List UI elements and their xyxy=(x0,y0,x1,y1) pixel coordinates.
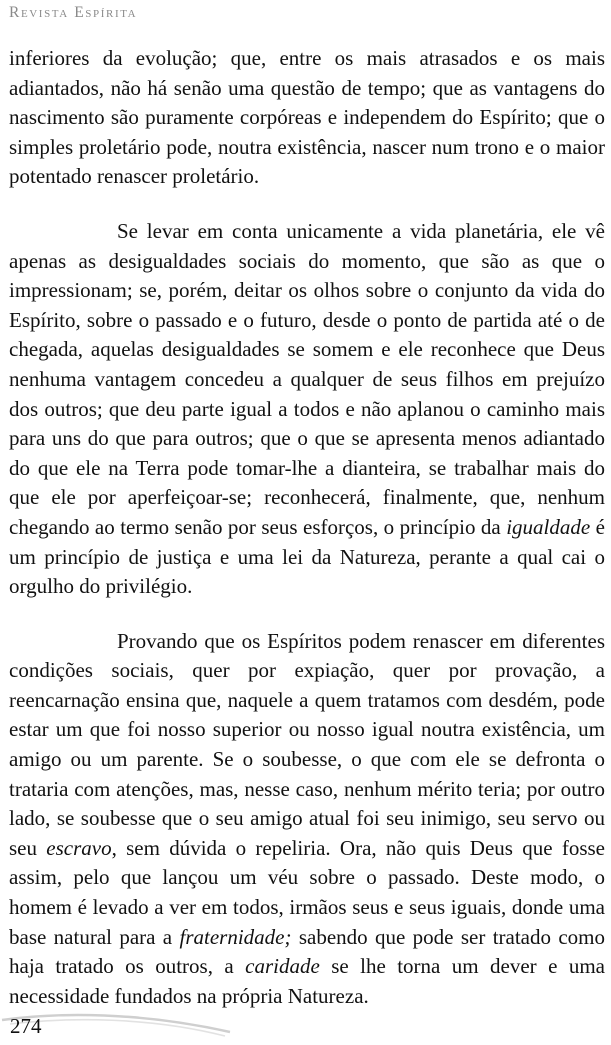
paragraph-3-text-d: se lhe torna um dever e uma necessidade fundados na própria Natureza. xyxy=(9,954,605,1008)
paragraph-3-text-c: sabendo que pode ser tratado como haja tratado os outros, a xyxy=(9,924,606,979)
paragraph-1: inferiores da evolução; que, entre os mais atrasados e os mais adiantados, não há senão uma questão de tempo; que as vantagens do nascimento são puramente corpóreas e independem do Espírito; que o simples proletário pode, noutra existência, nascer num trono e o maior potentado renascer proletário. xyxy=(9,46,605,189)
emphasis-igualdade: igualdade xyxy=(506,514,591,539)
paragraph-2-text-a: Se levar em conta unicamente a vida planetária, ele vê apenas as desigualdades sociais do momento, que são as que o impressionam; se, porém, deitar os olhos sobre o conjunto da vida do Espírito, sobre o passado e o futuro, desde o ponto de partida até o de chegada, aquelas desigualdades se somem e ele reconhece que Deus nenhuma vantagem concedeu a qualquer de seus filhos em prejuízo dos outros; que deu parte igual a todos e não aplanou o caminho mais para uns do que para outros; que o que se apresenta menos adiantado do que ele na Terra pode tomar-lhe a dianteira, se trabalhar mais do que ele por aperfeiçoar-se; reconhecerá, finalmente, que, nenhum chegando ao termo senão por seus esforços, o princípio da xyxy=(9,218,605,539)
emphasis-escravo: escravo xyxy=(46,835,112,860)
page-body xyxy=(9,44,605,1011)
running-header: Revista Espírita xyxy=(9,4,138,21)
paragraph-2 xyxy=(9,217,605,602)
emphasis-fraternidade: fraternidade; xyxy=(179,924,292,949)
emphasis-caridade: caridade xyxy=(245,954,320,979)
paragraph-2-text-b: é um princípio de justiça e uma lei da Natureza, perante a qual cai o orgulho do privilégio. xyxy=(9,514,605,599)
page-number: 274 xyxy=(10,1014,42,1038)
paragraph-3-text-a: Provando que os Espíritos podem renascer em diferentes condições sociais, quer por expiação, quer por provação, a reencarnação ensina que, naquele a quem tratamos com desdém, pode estar um que foi nosso superior ou nosso igual noutra existência, um amigo ou um parente. Se o soubesse, o que com ele se defronta o trataria com atenções, mas, nesse caso, nenhum mérito teria; por outro lado, se soubesse que o seu amigo atual foi seu inimigo, seu servo ou seu xyxy=(9,628,605,860)
paragraph-3-text-b: , sem dúvida o repeliria. Ora, não quis Deus que fosse assim, pelo que lançou um véu sobre o passado. Deste modo, o homem é levado a ver em todos, irmãos seus e seus iguais, donde uma base natural para a xyxy=(9,835,605,949)
paragraph-3 xyxy=(9,627,605,1012)
